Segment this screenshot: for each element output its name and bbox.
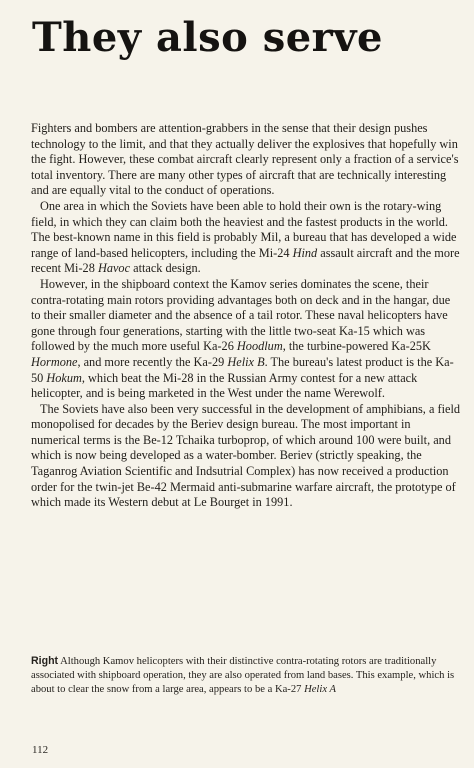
paragraph-text: , the turbine-powered Ka-25K bbox=[282, 339, 431, 354]
italic-name: Hind bbox=[292, 245, 318, 260]
italic-name: Hokum bbox=[46, 370, 82, 385]
paragraph-text: attack design. bbox=[130, 261, 201, 276]
paragraph-amphibians bbox=[31, 402, 461, 511]
paragraph-text: , and more recently the Ka-29 bbox=[77, 354, 228, 369]
paragraph-intro bbox=[31, 121, 461, 199]
body-text bbox=[31, 121, 461, 511]
paragraph-rotary-wing bbox=[31, 199, 461, 277]
paragraph-text: Fighters and bombers are attention-grabbers in the sense that their design pushes technology to the limit, and that they actually deliver the explosives that hopefully win the fight. However, these combat aircraft clearly represent only a fraction of a service's total inventory. There are many other types of aircraft that are technically interesting and are equally vital to the conduct of operations. bbox=[31, 121, 459, 198]
paragraph-text: , which beat the Mi-28 in the Russian Army contest for a new attack helicopter, and is being marketed in the West under the name Werewolf. bbox=[31, 370, 418, 401]
italic-name: Hormone bbox=[31, 354, 78, 369]
paragraph-text: One area in which the Soviets have been able to hold their own is the rotary-wing field, in which they can claim both the heaviest and the fastest products in the world. The best-known name in this field is probably Mil, a bureau that has developed a wide range of land-based helicopters, including the Mi-24 bbox=[31, 198, 457, 260]
caption-label: Right bbox=[31, 655, 59, 667]
italic-name: Hoodlum bbox=[236, 339, 283, 354]
caption-italic-name: Helix A bbox=[304, 684, 336, 696]
paragraph-text: However, in the shipboard context the Kamov series dominates the scene, their contra-rotating main rotors providing advantages both on deck and in the hangar, due to their smaller diameter and the absence of a tail rotor. These naval helicopters have gone through four generations, starting with the little two-seat Ka-15 which was followed by the much more useful Ka-26 bbox=[31, 276, 451, 354]
paragraph-text: . The bureau's latest product is the Ka-50 bbox=[31, 354, 454, 385]
italic-name: Helix B bbox=[227, 354, 265, 369]
photo-caption bbox=[31, 654, 463, 698]
page-number: 112 bbox=[32, 744, 49, 756]
caption-text: Although Kamov helicopters with their distinctive contra-rotating rotors are traditionally associated with shipboard operation, they are also operated from land bases. This example, which is about to clear the snow from a large area, appears to be a Ka-27 bbox=[31, 656, 455, 696]
italic-name: Havoc bbox=[97, 261, 131, 276]
paragraph-text: assault aircraft and the more recent Mi-28 bbox=[31, 245, 460, 276]
paragraph-text: The Soviets have also been very successful in the development of amphibians, a field monopolised for decades by the Beriev design bureau. The most important in numerical terms is the Be-12 Tchaika turboprop, of which around 100 were built, and which is now being developed as a water-bomber. Beriev (strictly speaking, the Taganrog Aviation Scientific and Indsutrial Complex) has now received a production order for the twin-jet Be-42 Mermaid anti-submarine warfare aircraft, the prototype of which made its Western debut at Le Bourget in 1991. bbox=[31, 401, 461, 510]
paragraph-kamov bbox=[31, 277, 461, 402]
page-title: They also serve bbox=[32, 14, 383, 61]
